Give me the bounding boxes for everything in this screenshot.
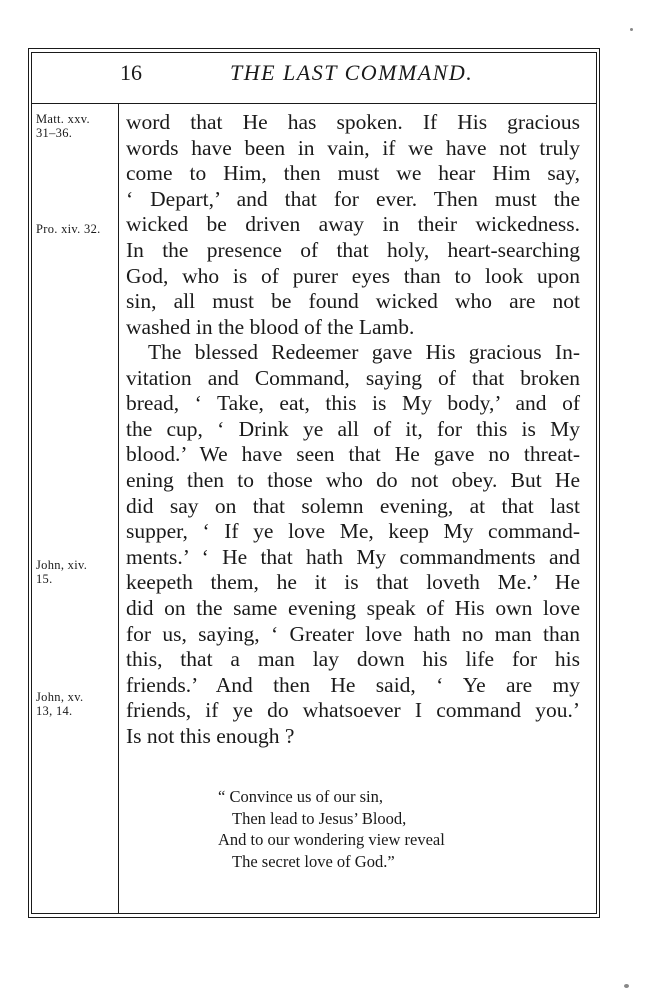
paragraph-1 [126,110,580,340]
paragraph-2 [126,340,580,750]
verse-line: And to our wondering view reveal [218,830,445,849]
text-line: wicked be driven away in their wickedness. [126,212,580,237]
text-line: vitation and Command, saying of that broken [126,365,580,390]
margin-note-line: 15. [36,572,53,586]
text-line: this, that a man lay down his life for his [126,647,580,672]
margin-note-line: Matt. xxv. [36,112,90,126]
text-line: friends.’ And then He said, ‘ Ye are my [126,672,580,697]
margin-column-rule [118,103,119,914]
text-line: The blessed Redeemer gave His gracious In- [148,340,580,364]
text-line: the cup, ‘ Drink ye all of it, for this is My [126,416,580,441]
verse-line: Then lead to Jesus’ Blood, [232,808,407,828]
text-line: Is not this enough ? [126,723,295,748]
text-line: come to Him, then must we hear Him say, [126,161,580,186]
margin-note-line: Pro. xiv. 32. [36,222,101,236]
text-line: word that He has spoken. If His gracious [126,110,580,134]
text-line: sin, all must be found wicked who are not [126,289,580,314]
text-line: blood.’ We have seen that He gave no threat- [126,442,580,467]
margin-note-line: 13, 14. [36,704,73,718]
text-line: washed in the blood of the Lamb. [126,314,415,339]
text-line: words have been in vain, if we have not truly [126,135,580,160]
text-line: ‘ Depart,’ and that for ever. Then must the [126,186,580,211]
margin-note-john-xiv [36,558,116,586]
text-line: friends, if ye do whatsoever I command you.’ [126,698,580,723]
text-line: ments.’ ‘ He that hath My commandments and [126,544,580,569]
running-title: THE LAST COMMAND. [230,60,474,85]
margin-note-matt [36,112,116,140]
header-rule [31,103,597,104]
page-number: 16 [120,60,142,85]
margin-note-john-xv [36,690,116,718]
verse-line: The secret love of God.” [232,851,395,871]
paper-speck [624,984,629,988]
text-line: God, who is of purer eyes than to look upon [126,263,580,288]
paper-speck [630,28,633,31]
verse-line: “ Convince us of our sin, [218,787,383,806]
margin-note-line: 31–36. [36,126,73,140]
margin-note-pro [36,222,116,236]
text-line: did say on that solemn evening, at that last [126,493,580,518]
text-line: ening then to those who do not obey. But He [126,467,580,492]
text-line: keepeth them, he it is that loveth Me.’ He [126,570,580,595]
text-line: did on the same evening speak of His own love [126,595,580,620]
text-line: supper, ‘ If ye love Me, keep My command- [126,519,580,544]
closing-verse [218,786,445,872]
margin-note-line: John, xv. [36,690,84,704]
margin-note-line: John, xiv. [36,558,88,572]
text-line: bread, ‘ Take, eat, this is My body,’ and of [126,391,580,416]
text-line: In the presence of that holy, heart-searching [126,237,580,262]
text-line: for us, saying, ‘ Greater love hath no man than [126,621,580,646]
